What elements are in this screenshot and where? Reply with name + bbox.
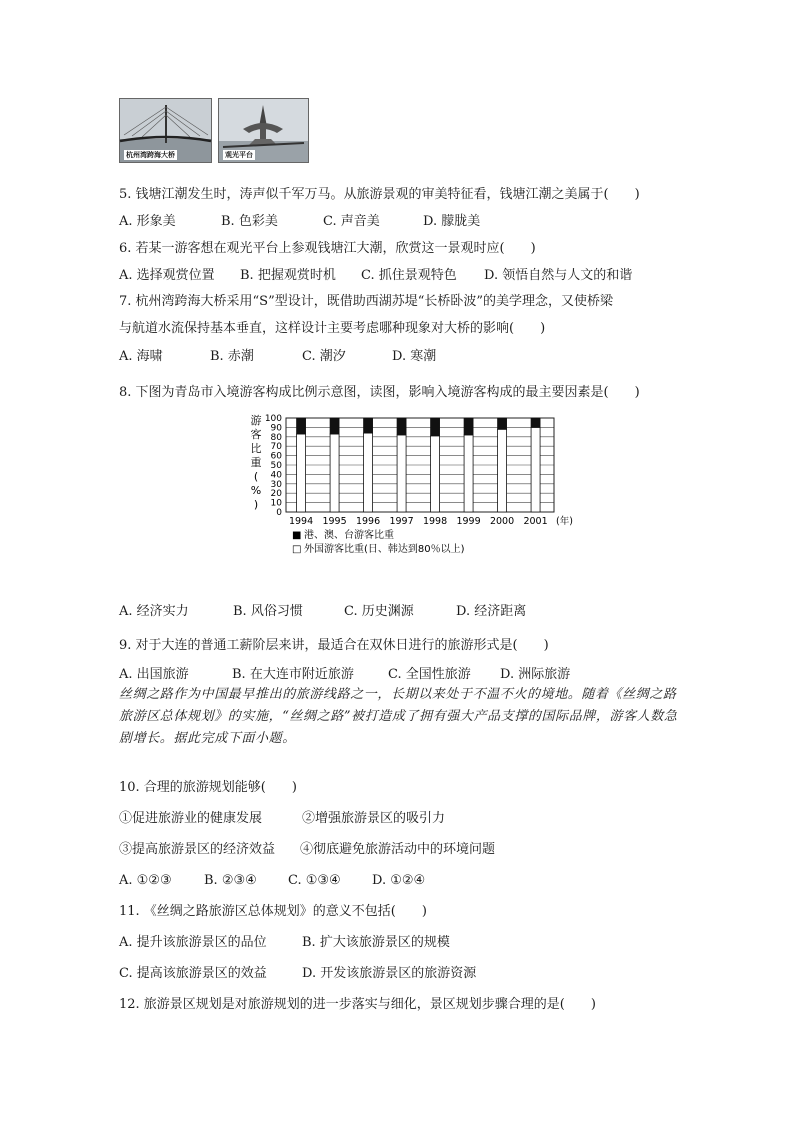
y-tick-label: 70 bbox=[270, 442, 282, 453]
y-tick-label: 90 bbox=[270, 423, 282, 434]
visitor-composition-chart bbox=[250, 410, 573, 560]
y-axis-label-char: 客 bbox=[250, 428, 262, 441]
bar-hk-macao-taiwan bbox=[297, 418, 306, 434]
legend-label: 港、澳、台游客比重 bbox=[304, 530, 394, 541]
chart-svg bbox=[250, 410, 573, 560]
question-11-option-d[interactable]: D. 开发该旅游景区的旅游资源 bbox=[302, 966, 477, 981]
photo-caption: 观光平台 bbox=[225, 150, 253, 159]
question-10-item-4: ④彻底避免旅游活动中的环境问题 bbox=[300, 842, 496, 857]
y-axis-label-char: ) bbox=[253, 498, 259, 511]
x-tick-label: 1994 bbox=[288, 516, 314, 527]
tower-photo bbox=[218, 98, 309, 163]
y-axis-label-char: 游 bbox=[250, 414, 262, 427]
y-axis-label-char: ( bbox=[253, 470, 259, 483]
question-10-option-a[interactable]: A. ①②③ bbox=[119, 873, 172, 888]
reading-passage: 丝绸之路作为中国最早推出的旅游线路之一，长期以来处于不温不火的境地。随着《丝绸之路旅游区总体规划》的实施，“丝绸之路”被打造成了拥有强大产品支撑的国际品牌，游客人数急剧增长。据此完成下面小题。 bbox=[119, 687, 678, 746]
bar-hk-macao-taiwan bbox=[498, 418, 507, 429]
x-tick-label: 2001 bbox=[523, 516, 548, 527]
y-tick-label: 0 bbox=[276, 508, 282, 518]
question-9-option-b[interactable]: B. 在大连市附近旅游 bbox=[232, 667, 354, 682]
bar-foreign bbox=[364, 433, 373, 512]
question-7-stem-line2: 与航道水流保持基本垂直，这样设计主要考虑哪种现象对大桥的影响( ) bbox=[119, 321, 546, 336]
question-5-stem: 5. 钱塘江潮发生时，涛声似千军万马。从旅游景观的审美特征看，钱塘江潮之美属于( ) bbox=[119, 187, 640, 202]
legend-label: 外国游客比重(日、韩达到80％以上) bbox=[304, 544, 465, 555]
question-10-item-2: ②增强旅游景区的吸引力 bbox=[302, 811, 446, 826]
question-9-stem: 9. 对于大连的普通工薪阶层来讲，最适合在双休日进行的旅游形式是( ) bbox=[119, 638, 549, 653]
question-10-option-c[interactable]: C. ①③④ bbox=[288, 873, 341, 888]
question-6-option-b[interactable]: B. 把握观赏时机 bbox=[240, 268, 336, 283]
question-10-stem: 10. 合理的旅游规划能够( ) bbox=[119, 780, 297, 795]
y-axis-label-char: 重 bbox=[250, 456, 262, 469]
y-tick-label: 100 bbox=[264, 414, 282, 424]
legend-marker-filled: ■ bbox=[292, 530, 302, 541]
question-6-option-d[interactable]: D. 领悟自然与人文的和谐 bbox=[484, 268, 633, 283]
y-tick-label: 80 bbox=[270, 432, 282, 443]
bar-foreign bbox=[330, 434, 339, 512]
question-7-option-b[interactable]: B. 赤潮 bbox=[210, 349, 254, 364]
bar-foreign bbox=[397, 435, 406, 512]
y-axis-label-char: 比 bbox=[250, 442, 262, 455]
bar-foreign bbox=[531, 427, 540, 512]
bar-hk-macao-taiwan bbox=[431, 418, 440, 436]
question-5-option-a[interactable]: A. 形象美 bbox=[119, 214, 176, 229]
legend-marker-empty: □ bbox=[292, 544, 302, 555]
y-axis-label-char: % bbox=[250, 484, 262, 497]
x-tick-label: 1999 bbox=[456, 516, 481, 527]
y-tick-label: 40 bbox=[270, 470, 282, 481]
question-12-stem: 12. 旅游景区规划是对旅游规划的进一步落实与细化，景区规划步骤合理的是( ) bbox=[119, 997, 596, 1012]
question-7-stem-line1: 7. 杭州湾跨海大桥采用“S”型设计，既借助西湖苏堤“长桥卧波”的美学理念，又使桥梁 bbox=[119, 294, 614, 309]
question-5-option-b[interactable]: B. 色彩美 bbox=[221, 214, 278, 229]
question-5-option-c[interactable]: C. 声音美 bbox=[323, 214, 380, 229]
question-7-option-a[interactable]: A. 海啸 bbox=[119, 349, 163, 364]
photo-caption: 杭州湾跨海大桥 bbox=[126, 150, 175, 159]
question-8-option-d[interactable]: D. 经济距离 bbox=[456, 604, 527, 619]
bar-hk-macao-taiwan bbox=[464, 418, 473, 435]
question-6-stem: 6. 若某一游客想在观光平台上参观钱塘江大潮，欣赏这一景观时应( ) bbox=[119, 241, 536, 256]
question-7-option-d[interactable]: D. 寒潮 bbox=[392, 349, 437, 364]
question-9-option-a[interactable]: A. 出国旅游 bbox=[119, 667, 189, 682]
bar-hk-macao-taiwan bbox=[531, 418, 540, 427]
x-axis-unit: (年) bbox=[556, 516, 573, 527]
question-8-option-b[interactable]: B. 风俗习惯 bbox=[233, 604, 303, 619]
bridge-photo bbox=[119, 98, 212, 163]
question-10-option-b[interactable]: B. ②③④ bbox=[204, 873, 257, 888]
bar-foreign bbox=[431, 436, 440, 512]
question-9-option-c[interactable]: C. 全国性旅游 bbox=[388, 667, 471, 682]
x-tick-label: 1995 bbox=[322, 516, 347, 527]
bar-foreign bbox=[464, 435, 473, 512]
y-tick-label: 50 bbox=[270, 461, 282, 471]
question-5-option-d[interactable]: D. 朦胧美 bbox=[423, 214, 481, 229]
question-6-option-c[interactable]: C. 抓住景观特色 bbox=[361, 268, 457, 283]
question-10-option-d[interactable]: D. ①②④ bbox=[372, 873, 426, 888]
x-tick-label: 1997 bbox=[389, 516, 414, 527]
y-tick-label: 30 bbox=[270, 479, 282, 490]
x-tick-label: 1998 bbox=[422, 516, 448, 527]
bar-hk-macao-taiwan bbox=[397, 418, 406, 435]
question-11-stem: 11. 《丝绸之路旅游区总体规划》的意义不包括( ) bbox=[119, 904, 427, 919]
question-6-option-a[interactable]: A. 选择观赏位置 bbox=[119, 268, 215, 283]
question-11-option-c[interactable]: C. 提高该旅游景区的效益 bbox=[119, 966, 267, 981]
question-11-option-a[interactable]: A. 提升该旅游景区的品位 bbox=[119, 935, 267, 950]
y-tick-label: 10 bbox=[270, 498, 282, 509]
bar-hk-macao-taiwan bbox=[330, 418, 339, 434]
question-8-option-c[interactable]: C. 历史渊源 bbox=[344, 604, 414, 619]
question-10-item-3: ③提高旅游景区的经济效益 bbox=[119, 842, 276, 857]
question-9-option-d[interactable]: D. 洲际旅游 bbox=[500, 667, 571, 682]
y-tick-label: 20 bbox=[270, 489, 282, 500]
x-tick-label: 1996 bbox=[355, 516, 381, 527]
bar-foreign bbox=[498, 429, 507, 512]
question-8-option-a[interactable]: A. 经济实力 bbox=[119, 604, 189, 619]
question-8-stem: 8. 下图为青岛市入境游客构成比例示意图，读图，影响入境游客构成的最主要因素是( ) bbox=[119, 385, 640, 400]
bar-hk-macao-taiwan bbox=[364, 418, 373, 433]
x-tick-label: 2000 bbox=[489, 516, 515, 527]
bar-foreign bbox=[297, 434, 306, 512]
question-10-item-1: ①促进旅游业的健康发展 bbox=[119, 811, 263, 826]
question-7-option-c[interactable]: C. 潮汐 bbox=[302, 349, 346, 364]
y-tick-label: 60 bbox=[270, 451, 282, 462]
question-11-option-b[interactable]: B. 扩大该旅游景区的规模 bbox=[302, 935, 450, 950]
